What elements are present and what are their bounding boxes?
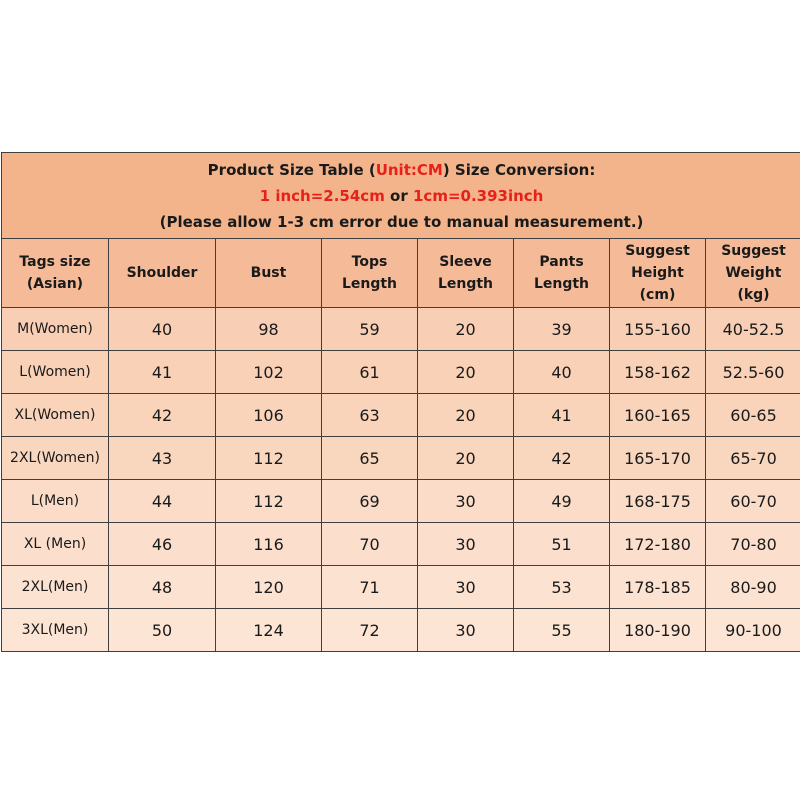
table-cell: 50 [109,609,216,652]
column-header-line: (kg) [737,287,770,303]
table-cell: 53 [514,566,610,609]
column-header-line: Length [533,276,590,292]
table-row [2,480,800,523]
column-header-line: Bust [250,265,287,281]
column-header [2,239,109,308]
table-cell: 60-70 [706,480,800,523]
table-cell: 40 [514,351,610,394]
table-cell: 180-190 [610,609,706,652]
table-cell: 168-175 [610,480,706,523]
size-tag-cell: M(Women) [2,308,109,351]
column-header-line: Tops [351,254,388,270]
column-header-line: Height [631,265,684,281]
table-cell: 20 [418,437,514,480]
size-table [1,152,800,652]
table-row [2,566,800,609]
table-cell: 20 [418,308,514,351]
table-cell: 65 [322,437,418,480]
title-line-3: (Please allow 1-3 cm error due to manual measurement.) [159,212,644,231]
column-header-line: (Asian) [26,276,84,292]
column-header [610,239,706,308]
column-header-line: Tags size [19,254,91,270]
table-cell: 49 [514,480,610,523]
table-cell: 30 [418,609,514,652]
table-cell: 112 [216,480,322,523]
table-row [2,394,800,437]
table-body [2,308,800,652]
table-cell: 70 [322,523,418,566]
table-cell: 61 [322,351,418,394]
table-cell: 106 [216,394,322,437]
table-cell: 155-160 [610,308,706,351]
table-cell: 69 [322,480,418,523]
table-cell: 63 [322,394,418,437]
table-cell: 172-180 [610,523,706,566]
size-tag-cell: XL(Women) [2,394,109,437]
table-cell: 44 [109,480,216,523]
table-row [2,609,800,652]
table-cell: 158-162 [610,351,706,394]
table-cell: 40-52.5 [706,308,800,351]
size-tag-cell: 3XL(Men) [2,609,109,652]
table-cell: 52.5-60 [706,351,800,394]
table-cell: 30 [418,480,514,523]
table-cell: 178-185 [610,566,706,609]
table-cell: 71 [322,566,418,609]
column-header-line: Pants [539,254,584,270]
table-cell: 30 [418,566,514,609]
table-cell: 51 [514,523,610,566]
table-cell: 65-70 [706,437,800,480]
column-header [322,239,418,308]
column-header-line: Suggest [721,243,786,259]
table-cell: 42 [109,394,216,437]
column-header-line: Weight [725,265,782,281]
size-tag-cell: 2XL(Men) [2,566,109,609]
column-header [706,239,800,308]
table-cell: 42 [514,437,610,480]
column-header-line: Length [437,276,494,292]
table-cell: 41 [109,351,216,394]
table-cell: 90-100 [706,609,800,652]
table-row [2,437,800,480]
table-row [2,351,800,394]
size-tag-cell: L(Women) [2,351,109,394]
cm-conversion: 1cm=0.393inch [412,186,544,205]
table-cell: 20 [418,394,514,437]
column-header [109,239,216,308]
inch-conversion: 1 inch=2.54cm [259,186,385,205]
table-cell: 40 [109,308,216,351]
table-cell: 112 [216,437,322,480]
table-cell: 98 [216,308,322,351]
table-cell: 120 [216,566,322,609]
size-tag-cell: XL (Men) [2,523,109,566]
table-cell: 30 [418,523,514,566]
table-cell: 55 [514,609,610,652]
table-row [2,523,800,566]
table-row [2,308,800,351]
table-cell: 165-170 [610,437,706,480]
column-header [418,239,514,308]
column-header-line: (cm) [639,287,676,303]
table-cell: 48 [109,566,216,609]
table-cell: 60-65 [706,394,800,437]
table-cell: 20 [418,351,514,394]
column-header-line: Length [341,276,398,292]
column-header [216,239,322,308]
column-header-line: Sleeve [439,254,492,270]
size-tag-cell: 2XL(Women) [2,437,109,480]
table-cell: 39 [514,308,610,351]
table-cell: 46 [109,523,216,566]
column-header [514,239,610,308]
column-header-row [2,239,800,308]
title-line-1: Product Size Table (Unit:CM) Size Conversion: [207,160,596,179]
table-cell: 72 [322,609,418,652]
unit-label: Unit:CM [375,160,443,179]
table-title [2,153,800,239]
table-cell: 102 [216,351,322,394]
column-header-line: Shoulder [126,265,198,281]
table-cell: 116 [216,523,322,566]
table-cell: 43 [109,437,216,480]
table-cell: 80-90 [706,566,800,609]
column-header-line: Suggest [625,243,690,259]
table-cell: 124 [216,609,322,652]
table-cell: 41 [514,394,610,437]
title-line-2: 1 inch=2.54cm or 1cm=0.393inch [259,186,544,205]
table-cell: 59 [322,308,418,351]
table-cell: 160-165 [610,394,706,437]
table-cell: 70-80 [706,523,800,566]
size-tag-cell: L(Men) [2,480,109,523]
